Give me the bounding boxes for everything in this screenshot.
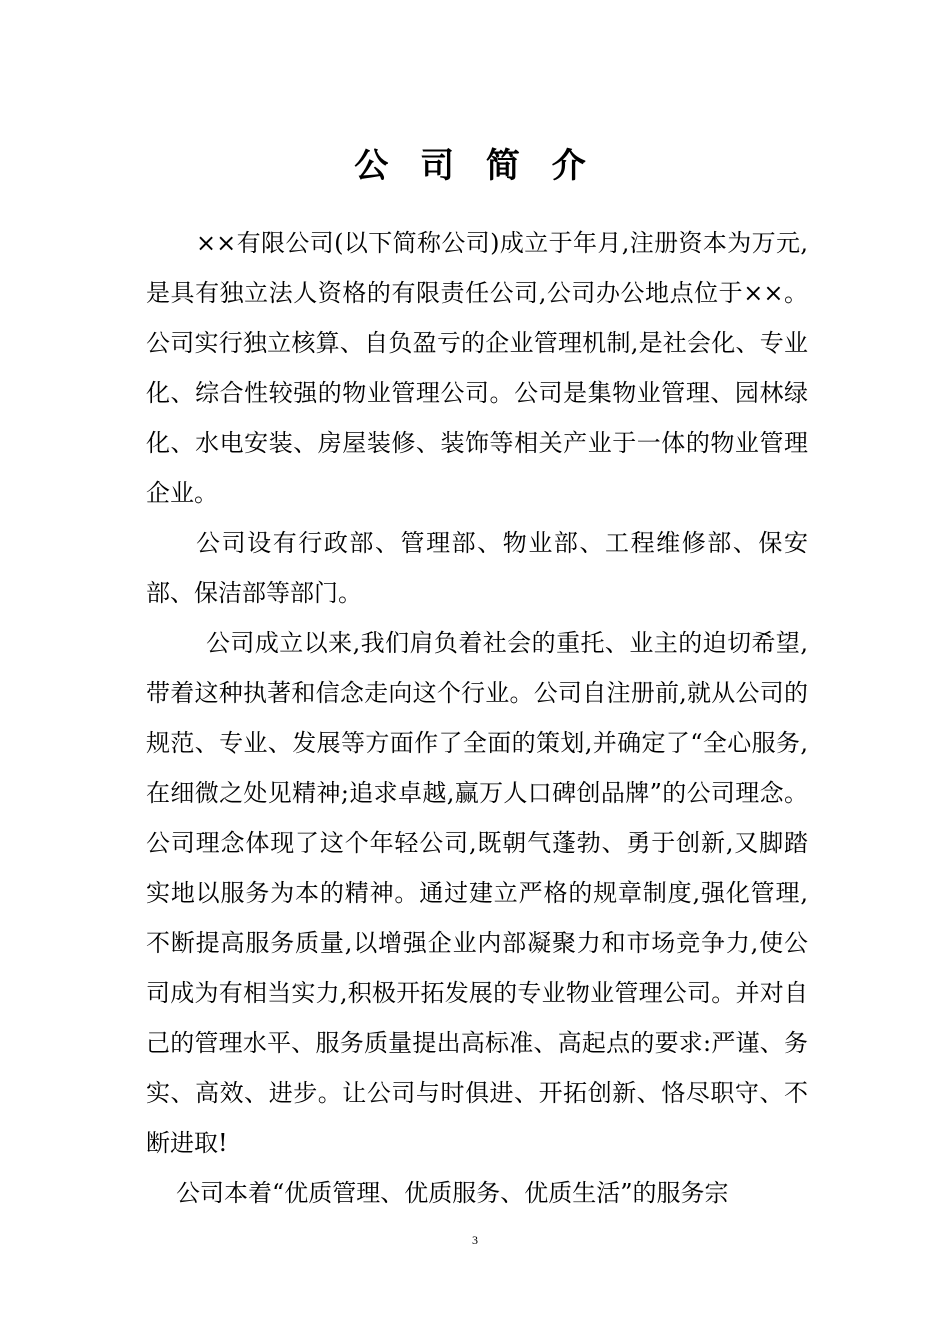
paragraph-company-philosophy: 公司成立以来,我们肩负着社会的重托、业主的迫切希望,带着这种执著和信念走向这个行业。公司自注册前,就从公司的规范、专业、发展等方面作了全面的策划,并确定了“全心服务,在细微之处见精神;追求卓越,赢万人口碑创品牌”的公司理念。公司理念体现了这个年轻公司,既朝气蓬勃、勇于创新,又脚踏实地以服务为本的精神。通过建立严格的规章制度,强化管理,不断提高服务质量,以增强企业内部凝聚力和市场竞争力,使公司成为有相当实力,积极开拓发展的专业物业管理公司。并对自己的管理水平、服务质量提出高标准、高起点的要求:严谨、务实、高效、进步。让公司与时俱进、开拓创新、恪尽职守、不断进取! [146,629,808,1157]
paragraph-service-tenet: 公司本着“优质管理、优质服务、优质生活”的服务宗 [176,1179,729,1207]
page-number: 3 [472,1233,478,1247]
paragraph-departments: 公司设有行政部、管理部、物业部、工程维修部、保安部、保洁部等部门。 [146,529,808,607]
paragraph-company-overview: ××有限公司(以下简称公司)成立于年月,注册资本为万元,是具有独立法人资格的有限责任公司,公司办公地点位于××。公司实行独立核算、自负盈亏的企业管理机制,是社会化、专业化、综合性较强的物业管理公司。公司是集物业管理、园林绿化、水电安装、房屋装修、装饰等相关产业于一体的物业管理企业。 [146,229,808,507]
page-title: 公 司 简 介 [354,145,596,186]
